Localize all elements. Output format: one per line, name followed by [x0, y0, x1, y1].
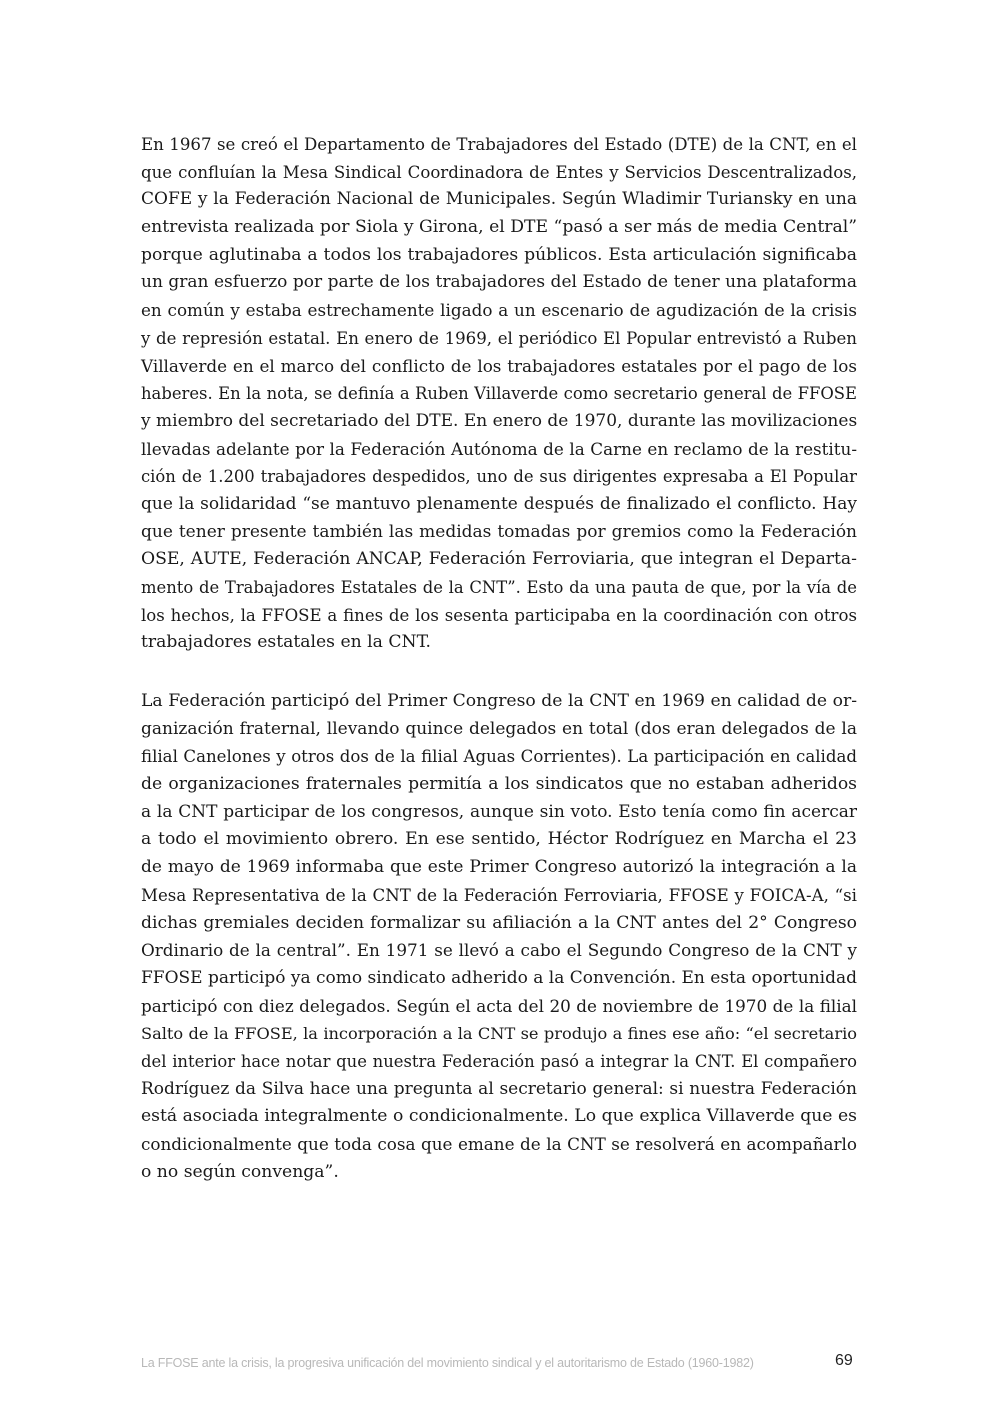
paragraph-line: trabajadores estatales en la CNT. [141, 632, 431, 653]
paragraph-line: OSE, AUTE, Federación ANCAP, Federación Ferroviaria, que integran el Departa- [141, 549, 857, 570]
paragraph-line: ganización fraternal, llevando quince delegados en total (dos eran delegados de la [141, 718, 857, 739]
paragraph-line: porque aglutinaba a todos los trabajadores públicos. Esta articulación significaba [141, 244, 857, 265]
paragraph-line: un gran esfuerzo por parte de los trabajadores del Estado de tener una plataforma [141, 272, 857, 293]
body-paragraph-2 [141, 688, 857, 1186]
paragraph-line: Ordinario de la central”. En 1971 se llevó a cabo el Segundo Congreso de la CNT y [141, 940, 857, 961]
paragraph-line: Salto de la FFOSE, la incorporación a la CNT se produjo a fines ese año: “el secretario [141, 1024, 857, 1044]
paragraph-line: En 1967 se creó el Departamento de Trabajadores del Estado (DTE) de la CNT, en el [141, 135, 857, 154]
running-footer-title: La FFOSE ante la crisis, la progresiva unificación del movimiento sindical y el autoritarismo de Estado (1960-1982) [141, 1356, 754, 1370]
paragraph-line: que la solidaridad “se mantuvo plenamente después de finalizado el conflicto. Hay [141, 493, 857, 514]
paragraph-line: o no según convenga”. [141, 1161, 339, 1182]
paragraph-line: entrevista realizada por Siola y Girona, el DTE “pasó a ser más de media Central” [141, 217, 857, 238]
paragraph-line: mento de Trabajadores Estatales de la CNT”. Esto da una pauta de que, por la vía de [141, 578, 857, 597]
paragraph-line: Villaverde en el marco del conflicto de los trabajadores estatales por el pago de los [141, 355, 857, 376]
paragraph-line: del interior hace notar que nuestra Federación pasó a integrar la CNT. El compañero [141, 1051, 857, 1071]
paragraph-line: FFOSE participó ya como sindicato adherido a la Convención. En esta oportunidad [141, 967, 857, 988]
paragraph-line: en común y estaba estrechamente ligado a un escenario de agudización de la crisis [141, 300, 857, 321]
paragraph-line: condicionalmente que toda cosa que emane de la CNT se resolverá en acompañarlo [141, 1134, 857, 1154]
paragraph-line: Mesa Representativa de la CNT de la Federación Ferroviaria, FFOSE y FOICA-A, “si [141, 885, 857, 905]
paragraph-line: Rodríguez da Silva hace una pregunta al secretario general: si nuestra Federación [141, 1078, 857, 1099]
paragraph-line: y de represión estatal. En enero de 1969, el periódico El Popular entrevistó a Ruben [141, 328, 857, 348]
paragraph-line: COFE y la Federación Nacional de Municipales. Según Wladimir Turiansky en una [141, 189, 857, 210]
paragraph-line: a la CNT participar de los congresos, aunque sin voto. Esto tenía como fin acercar [141, 801, 857, 822]
paragraph-line: está asociada integralmente o condicionalmente. Lo que explica Villaverde que es [141, 1106, 857, 1127]
paragraph-line: que confluían la Mesa Sindical Coordinadora de Entes y Servicios Descentralizados, [141, 162, 857, 182]
paragraph-line: ción de 1.200 trabajadores despedidos, uno de sus dirigentes expresaba a El Popular [141, 467, 857, 487]
paragraph-line: los hechos, la FFOSE a fines de los sesenta participaba en la coordinación con otros [141, 605, 857, 625]
paragraph-line: que tener presente también las medidas tomadas por gremios como la Federación [141, 521, 857, 542]
paragraph-line: filial Canelones y otros dos de la filial Aguas Corrientes). La participación en calidad [141, 747, 857, 767]
paragraph-line: participó con diez delegados. Según el acta del 20 de noviembre de 1970 de la filial [141, 995, 857, 1016]
paragraph-line: llevadas adelante por la Federación Autónoma de la Carne en reclamo de la restitu- [141, 438, 857, 459]
paragraph-line: haberes. En la nota, se definía a Ruben Villaverde como secretario general de FFOSE [141, 384, 857, 404]
body-paragraph-1 [141, 131, 857, 657]
page-number: 69 [835, 1352, 853, 1369]
paragraph-line: de mayo de 1969 informaba que este Primer Congreso autorizó la integración a la [141, 857, 857, 878]
paragraph-line: La Federación participó del Primer Congreso de la CNT en 1969 en calidad de or- [141, 691, 857, 711]
paragraph-line: de organizaciones fraternales permitía a los sindicatos que no estaban adheridos [141, 774, 857, 795]
paragraph-line: dichas gremiales deciden formalizar su afiliación a la CNT antes del 2° Congreso [141, 912, 857, 933]
paragraph-line: a todo el movimiento obrero. En ese sentido, Héctor Rodríguez en Marcha el 23 [141, 829, 857, 850]
paragraph-line: y miembro del secretariado del DTE. En enero de 1970, durante las movilizaciones [141, 410, 858, 431]
